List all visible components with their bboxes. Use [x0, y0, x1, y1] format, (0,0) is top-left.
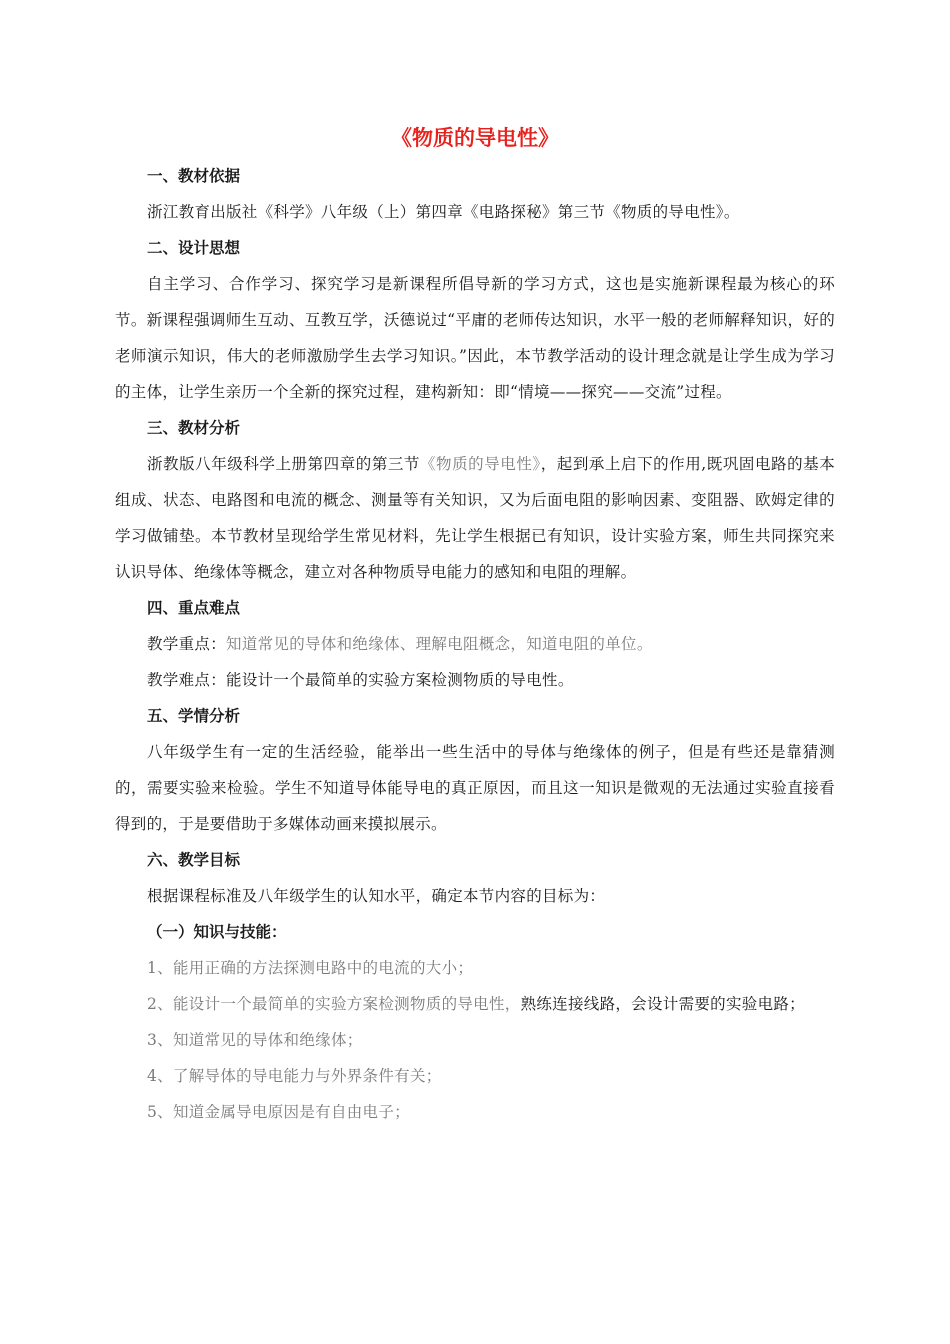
page-title: 《物质的导电性》 — [391, 126, 559, 150]
difficult-point-line — [115, 662, 835, 698]
difficult-point-label: 教学难点： — [147, 671, 227, 689]
textbook-analysis-chapter-name: 《物质的导电性》 — [420, 455, 541, 473]
knowledge-skills-heading: （一）知识与技能： — [147, 923, 287, 941]
difficult-point-text: 能设计一个最简单的实验方案检测物质的导电性。 — [226, 671, 574, 689]
textbook-analysis-text-c: ，起到承上启下的作用,既巩固电路的基本组成、状态、电路图和电流的概念、测量等有关知识，又为后面电阻的影响因素、变阻器、欧姆定律的学习做铺垫。本节教材呈现给学生常见材料，先让学生根据已有知识，设计实验方案，师生共同探究来认识导体、绝缘体等概念，建立对各种物质导电能力的感知和电阻的理解。 — [115, 455, 835, 581]
section-heading-teaching-goals: 六、教学目标 — [147, 851, 241, 869]
key-point-line — [115, 626, 835, 662]
teaching-goals-intro: 根据课程标准及八年级学生的认知水平，确定本节内容的目标为： — [147, 887, 606, 905]
goal-item-2-tail: 熟练连接线路，会设计需要的实验电路； — [520, 995, 805, 1013]
document-page — [115, 120, 835, 1130]
textbook-analysis-text-a: 浙教版八年级科学上册第四章的第三节 — [147, 455, 420, 473]
key-point-label: 教学重点： — [147, 635, 227, 653]
section-heading-student-analysis: 五、学情分析 — [147, 707, 241, 725]
goal-item-4: 4、了解导体的导电能力与外界条件有关； — [147, 1067, 442, 1085]
design-idea-text: 自主学习、合作学习、探究学习是新课程所倡导新的学习方式，这也是实施新课程最为核心的环节。新课程强调师生互动、互教互学，沃德说过“平庸的老师传达知识，水平一般的老师解释知识，好的老师演示知识，伟大的老师激励学生去学习知识。”因此，本节教学活动的设计理念就是让学生成为学习的主体，让学生亲历一个全新的探究过程，建构新知：即“情境——探究——交流”过程。 — [115, 275, 835, 401]
goal-item-2 — [115, 986, 835, 1022]
section-heading-design-idea: 二、设计思想 — [147, 239, 241, 257]
goal-item-5: 5、知道金属导电原因是有自由电子； — [147, 1103, 410, 1121]
student-analysis-text: 八年级学生有一定的生活经验，能举出一些生活中的导体与绝缘体的例子，但是有些还是靠猜测的，需要实验来检验。学生不知道导体能导电的真正原因，而且这一知识是微观的无法通过实验直接看得到的，于是要借助于多媒体动画来摸拟展示。 — [115, 743, 835, 833]
textbook-basis-text: 浙江教育出版社《科学》八年级（上）第四章《电路探秘》第三节《物质的导电性》。 — [147, 203, 740, 221]
section-heading-textbook-basis: 一、教材依据 — [147, 167, 241, 185]
key-point-text: 知道常见的导体和绝缘体、理解电阻概念，知道电阻的单位。 — [226, 635, 653, 653]
section-heading-key-points: 四、重点难点 — [147, 599, 241, 617]
section-heading-textbook-analysis: 三、教材分析 — [147, 419, 241, 437]
goal-item-2-head: 2、能设计一个最简单的实验方案检测物质的导电性， — [147, 995, 521, 1013]
goal-item-1: 1、能用正确的方法探测电路中的电流的大小； — [147, 959, 474, 977]
textbook-analysis-text — [115, 446, 835, 590]
goal-item-3: 3、知道常见的导体和绝缘体； — [147, 1031, 363, 1049]
